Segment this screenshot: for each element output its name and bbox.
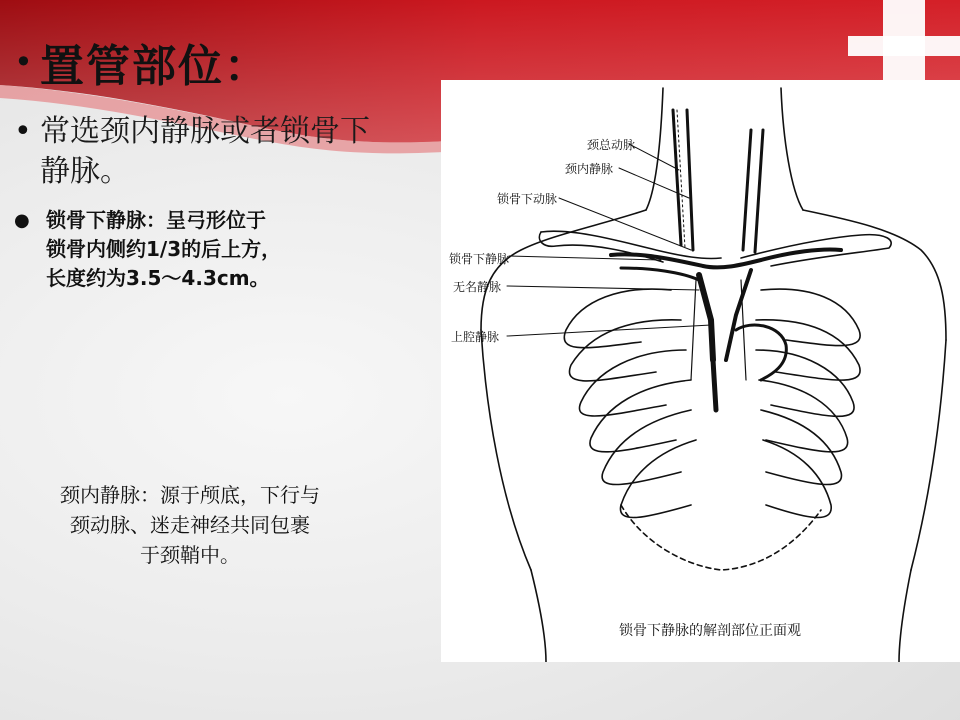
title-row <box>14 30 270 94</box>
bullet-dot: ● <box>14 210 30 231</box>
label-subclavian-artery: 锁骨下动脉 <box>497 192 558 206</box>
anatomy-drawing <box>441 80 960 662</box>
slide-title: 置管部位： <box>40 41 270 92</box>
bullet-secondary <box>14 206 414 293</box>
bullet-dot: • <box>14 114 32 149</box>
bullet-dot: • <box>14 43 33 81</box>
label-common-carotid: 颈总动脉 <box>587 138 636 152</box>
label-subclavian-vein: 锁骨下静脉 <box>449 252 510 266</box>
jugular-note <box>0 480 380 570</box>
label-internal-jugular: 颈内静脉 <box>565 162 614 176</box>
bullet-primary-text: 常选颈内静脉或者锁骨下静脉。 <box>40 114 370 189</box>
bullet-secondary-line2: 锁骨内侧约1/3的后上方， <box>46 237 282 261</box>
jugular-note-line2: 颈动脉、迷走神经共同包裹 <box>70 513 310 537</box>
jugular-note-line3: 于颈鞘中。 <box>140 543 240 567</box>
figure-caption: 锁骨下静脉的解剖部位正面观 <box>619 623 801 639</box>
bullet-secondary-line3: 长度约为3.5～4.3cm。 <box>46 266 270 290</box>
label-brachiocephalic: 无名静脉 <box>453 280 502 294</box>
bullet-primary <box>14 112 414 192</box>
bullet-secondary-line1: 锁骨下静脉：呈弓形位于 <box>46 208 266 232</box>
anatomy-figure <box>441 80 960 662</box>
bullet-secondary-text <box>46 206 281 293</box>
jugular-note-line1: 颈内静脉：源于颅底，下行与 <box>60 483 320 507</box>
label-superior-vena-cava: 上腔静脉 <box>451 330 500 344</box>
